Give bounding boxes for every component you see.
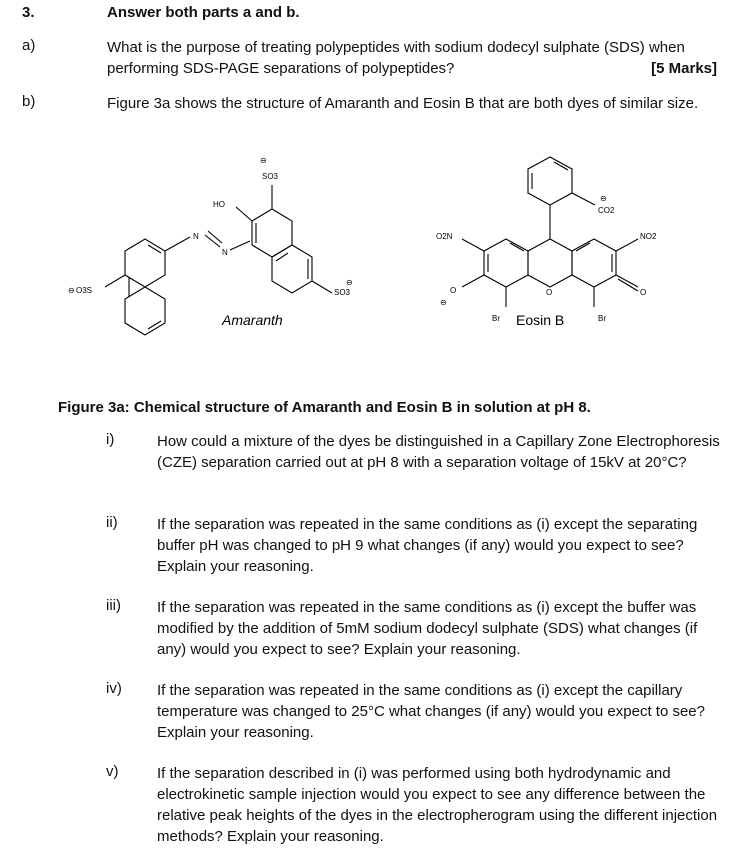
part-b-text: Figure 3a shows the structure of Amaranth and Eosin B that are both dyes of similar size. [107,95,699,112]
subpart-iii-text: If the separation was repeated in the same conditions as (i) except the buffer was modified by the addition of 5mM sodium dodecyl sulphate (SDS) what changes (if any) would you expect to see? Explain your reasoning. [157,599,698,658]
eosin-o-ring: O [546,288,553,297]
amaranth-so3-top: SO3 [262,172,279,181]
subpart-i-label: i) [106,431,115,448]
structures-svg [50,135,730,370]
eosin-o-right: O [640,288,647,297]
subpart-v-text: If the separation described in (i) was performed using both hydrodynamic and electrokinetic sample injection would you expect to see any difference between the relative peak heights of the dyes in the electropherogram using the different injection methods? Explain your reasoning. [157,765,718,845]
eosin-structure [462,157,638,307]
eosin-o-left: O [450,286,457,295]
eosin-br-left: Br [492,314,500,323]
eosin-no2: NO2 [640,232,657,241]
figure-caption: Figure 3a: Chemical structure of Amaranth and Eosin B in solution at pH 8. [58,399,591,416]
amaranth-so3-right: SO3 [334,288,351,297]
part-a-text: What is the purpose of treating polypeptides with sodium dodecyl sulphate (SDS) when performing SDS-PAGE separations of polypeptides? [107,39,685,77]
charge-symbol-co2: ⊖ [600,194,607,203]
charge-symbol-right: ⊖ [346,278,353,287]
question-number: 3. [22,4,35,21]
subpart-ii-label: ii) [106,514,118,531]
eosin-br-right: Br [598,314,606,323]
subpart-iv-label: iv) [106,680,122,697]
subpart-iii-label: iii) [106,597,121,614]
subpart-ii-text: If the separation was repeated in the same conditions as (i) except the separating buffer pH was changed to pH 9 what changes (if any) would you expect to see? Explain your reasoning. [157,516,698,575]
part-a-label: a) [22,37,36,54]
eosin-co2: CO2 [598,206,615,215]
eosin-o2n: O2N [436,232,453,241]
charge-symbol-eosin: ⊖ [440,298,447,307]
amaranth-o3s: O3S [76,286,93,295]
subpart-i-text: How could a mixture of the dyes be distinguished in a Capillary Zone Electrophoresis (CZE) separation carried out at pH 8 with a separation voltage of 15kV at 20°C? [157,433,720,471]
amaranth-n2: N [222,248,228,257]
chemical-structures-figure [50,135,730,370]
charge-symbol-top: ⊖ [260,156,267,165]
amaranth-n1: N [193,232,199,241]
part-b-label: b) [22,93,36,110]
amaranth-name: Amaranth [222,312,283,328]
amaranth-ho: HO [213,200,225,209]
eosin-name: Eosin B [516,312,565,328]
part-a-marks: [5 Marks] [651,60,717,77]
part-a-block [107,37,717,79]
subpart-iv-text: If the separation was repeated in the same conditions as (i) except the capillary temperature was changed to 25°C what changes (if any) would you expect to see? Explain your reasoning. [157,682,705,741]
question-heading: Answer both parts a and b. [107,4,300,21]
charge-symbol-left: ⊖ [68,286,75,295]
subpart-v-label: v) [106,763,119,780]
